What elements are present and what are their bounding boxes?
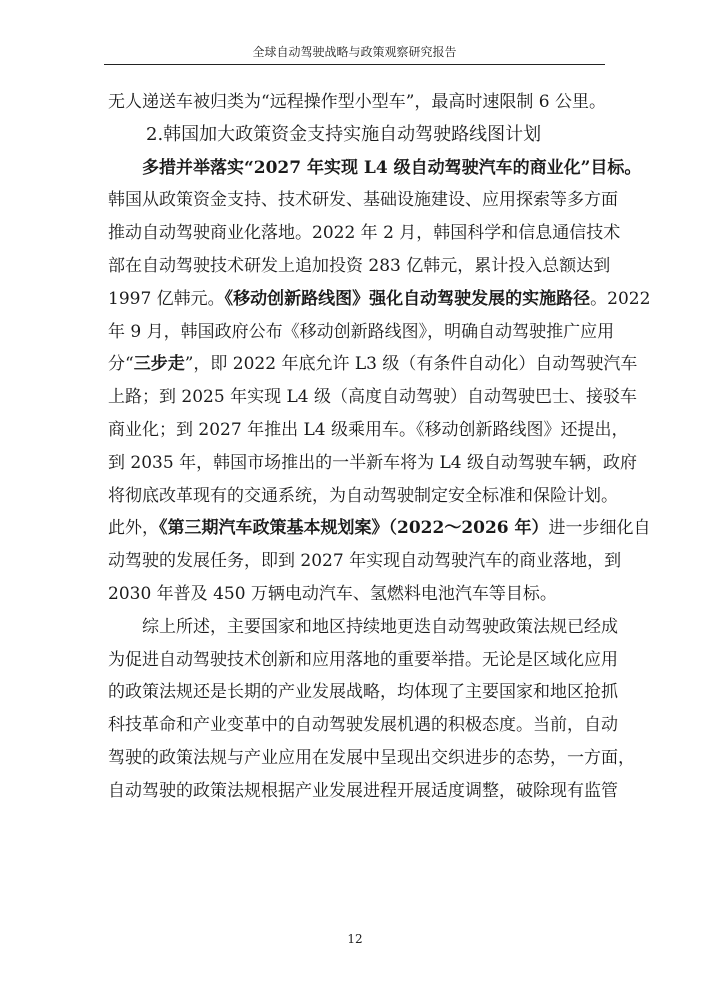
text-run: 韩国从政策资金支持、技术研发、基础设施建设、应用探索等多方面 [108, 190, 618, 211]
text-run: 。2022 [590, 288, 651, 309]
text-run: 年 9 月，韩国政府公布《移动创新路线图》，明确自动驾驶推广应用 [108, 321, 615, 342]
text-run: 将彻底改革现有的交通系统，为自动驾驶制定安全标准和保险计划。 [108, 485, 618, 506]
body-line [108, 283, 651, 316]
text-run: 自动驾驶的政策法规根据产业发展进程开展适度调整，破除现有监管 [108, 780, 618, 801]
text-run: 无人递送车被归类为“远程操作型小型车”，最高时速限制 6 公里。 [108, 92, 607, 112]
body-line [108, 545, 622, 578]
body-line [108, 512, 651, 545]
body-text [108, 86, 651, 808]
text-run: 科技革命和产业变革中的自动驾驶发展机遇的积极态度。当前，自动 [108, 715, 618, 736]
section-heading [108, 119, 604, 152]
text-run: 2.韩国加大政策资金支持实施自动驾驶路线图计划 [146, 123, 542, 145]
body-line [108, 414, 629, 447]
bold-text-run: 《第三期汽车政策基本规划案》（2022～2026 年） [159, 518, 549, 539]
body-line [108, 447, 637, 480]
text-run: 为促进自动驾驶技术创新和应用落地的重要举措。无论是区域化应用 [108, 649, 618, 670]
text-run: 驾驶的政策法规与产业应用在发展中呈现出交织进步的态势，一方面， [108, 747, 635, 768]
body-line [108, 644, 618, 677]
body-line [108, 676, 618, 709]
body-line [108, 709, 618, 742]
text-run: 综上所述，主要国家和地区持续地更迭自动驾驶政策法规已经成 [142, 616, 618, 637]
bold-text-run: 三步走 [133, 354, 185, 375]
text-run: 推动自动驾驶商业化落地。2022 年 2 月，韩国科学和信息通信技术 [108, 223, 621, 244]
text-run: 1997 亿韩元。 [108, 288, 225, 309]
paragraph-first-line [108, 611, 618, 644]
header-rule [104, 64, 605, 65]
text-run: 2030 年普及 450 万辆电动汽车、氢燃料电池汽车等目标。 [108, 583, 557, 604]
body-line [108, 578, 604, 611]
text-run: ”，即 2022 年底允许 L3 级（有条件自动化）自动驾驶汽车 [184, 354, 638, 375]
text-run: 进一步细化自 [548, 518, 651, 539]
body-line [108, 316, 615, 349]
text-run: 多措并举落实“2027 年实现 L4 级自动驾驶汽车的商业化”目标。 [142, 157, 642, 178]
bold-lead-sentence [108, 152, 642, 185]
text-run: 上路；到 2025 年实现 L4 级（高度自动驾驶）自动驾驶巴士、接驳车 [108, 387, 637, 408]
body-line [108, 217, 621, 250]
text-run: 商业化；到 2027 年推出 L4 级乘用车。《移动创新路线图》还提出， [108, 419, 629, 440]
body-line [108, 480, 618, 513]
text-run: 的政策法规还是长期的产业发展战略，均体现了主要国家和地区抢抓 [108, 682, 618, 703]
page-number: 12 [347, 932, 363, 946]
body-line [108, 742, 635, 775]
body-line [108, 86, 607, 119]
text-run: 动驾驶的发展任务，即到 2027 年实现自动驾驶汽车的商业落地，到 [108, 551, 622, 572]
bold-text-run: 《移动创新路线图》强化自动驾驶发展的实施路径 [224, 288, 591, 309]
body-line [108, 381, 637, 414]
body-line [108, 775, 618, 808]
text-run: 部在自动驾驶技术研发上追加投资 283 亿韩元，累计投入总额达到 [108, 255, 611, 276]
body-line [108, 250, 611, 283]
body-line [108, 348, 638, 381]
text-run: 此外， [108, 518, 159, 539]
text-run: 到 2035 年，韩国市场推出的一半新车将为 L4 级自动驾驶车辆，政府 [108, 452, 637, 473]
body-line [108, 184, 618, 217]
text-run: 分“ [108, 354, 134, 375]
running-header: 全球自动驾驶战略与政策观察研究报告 [252, 45, 457, 59]
